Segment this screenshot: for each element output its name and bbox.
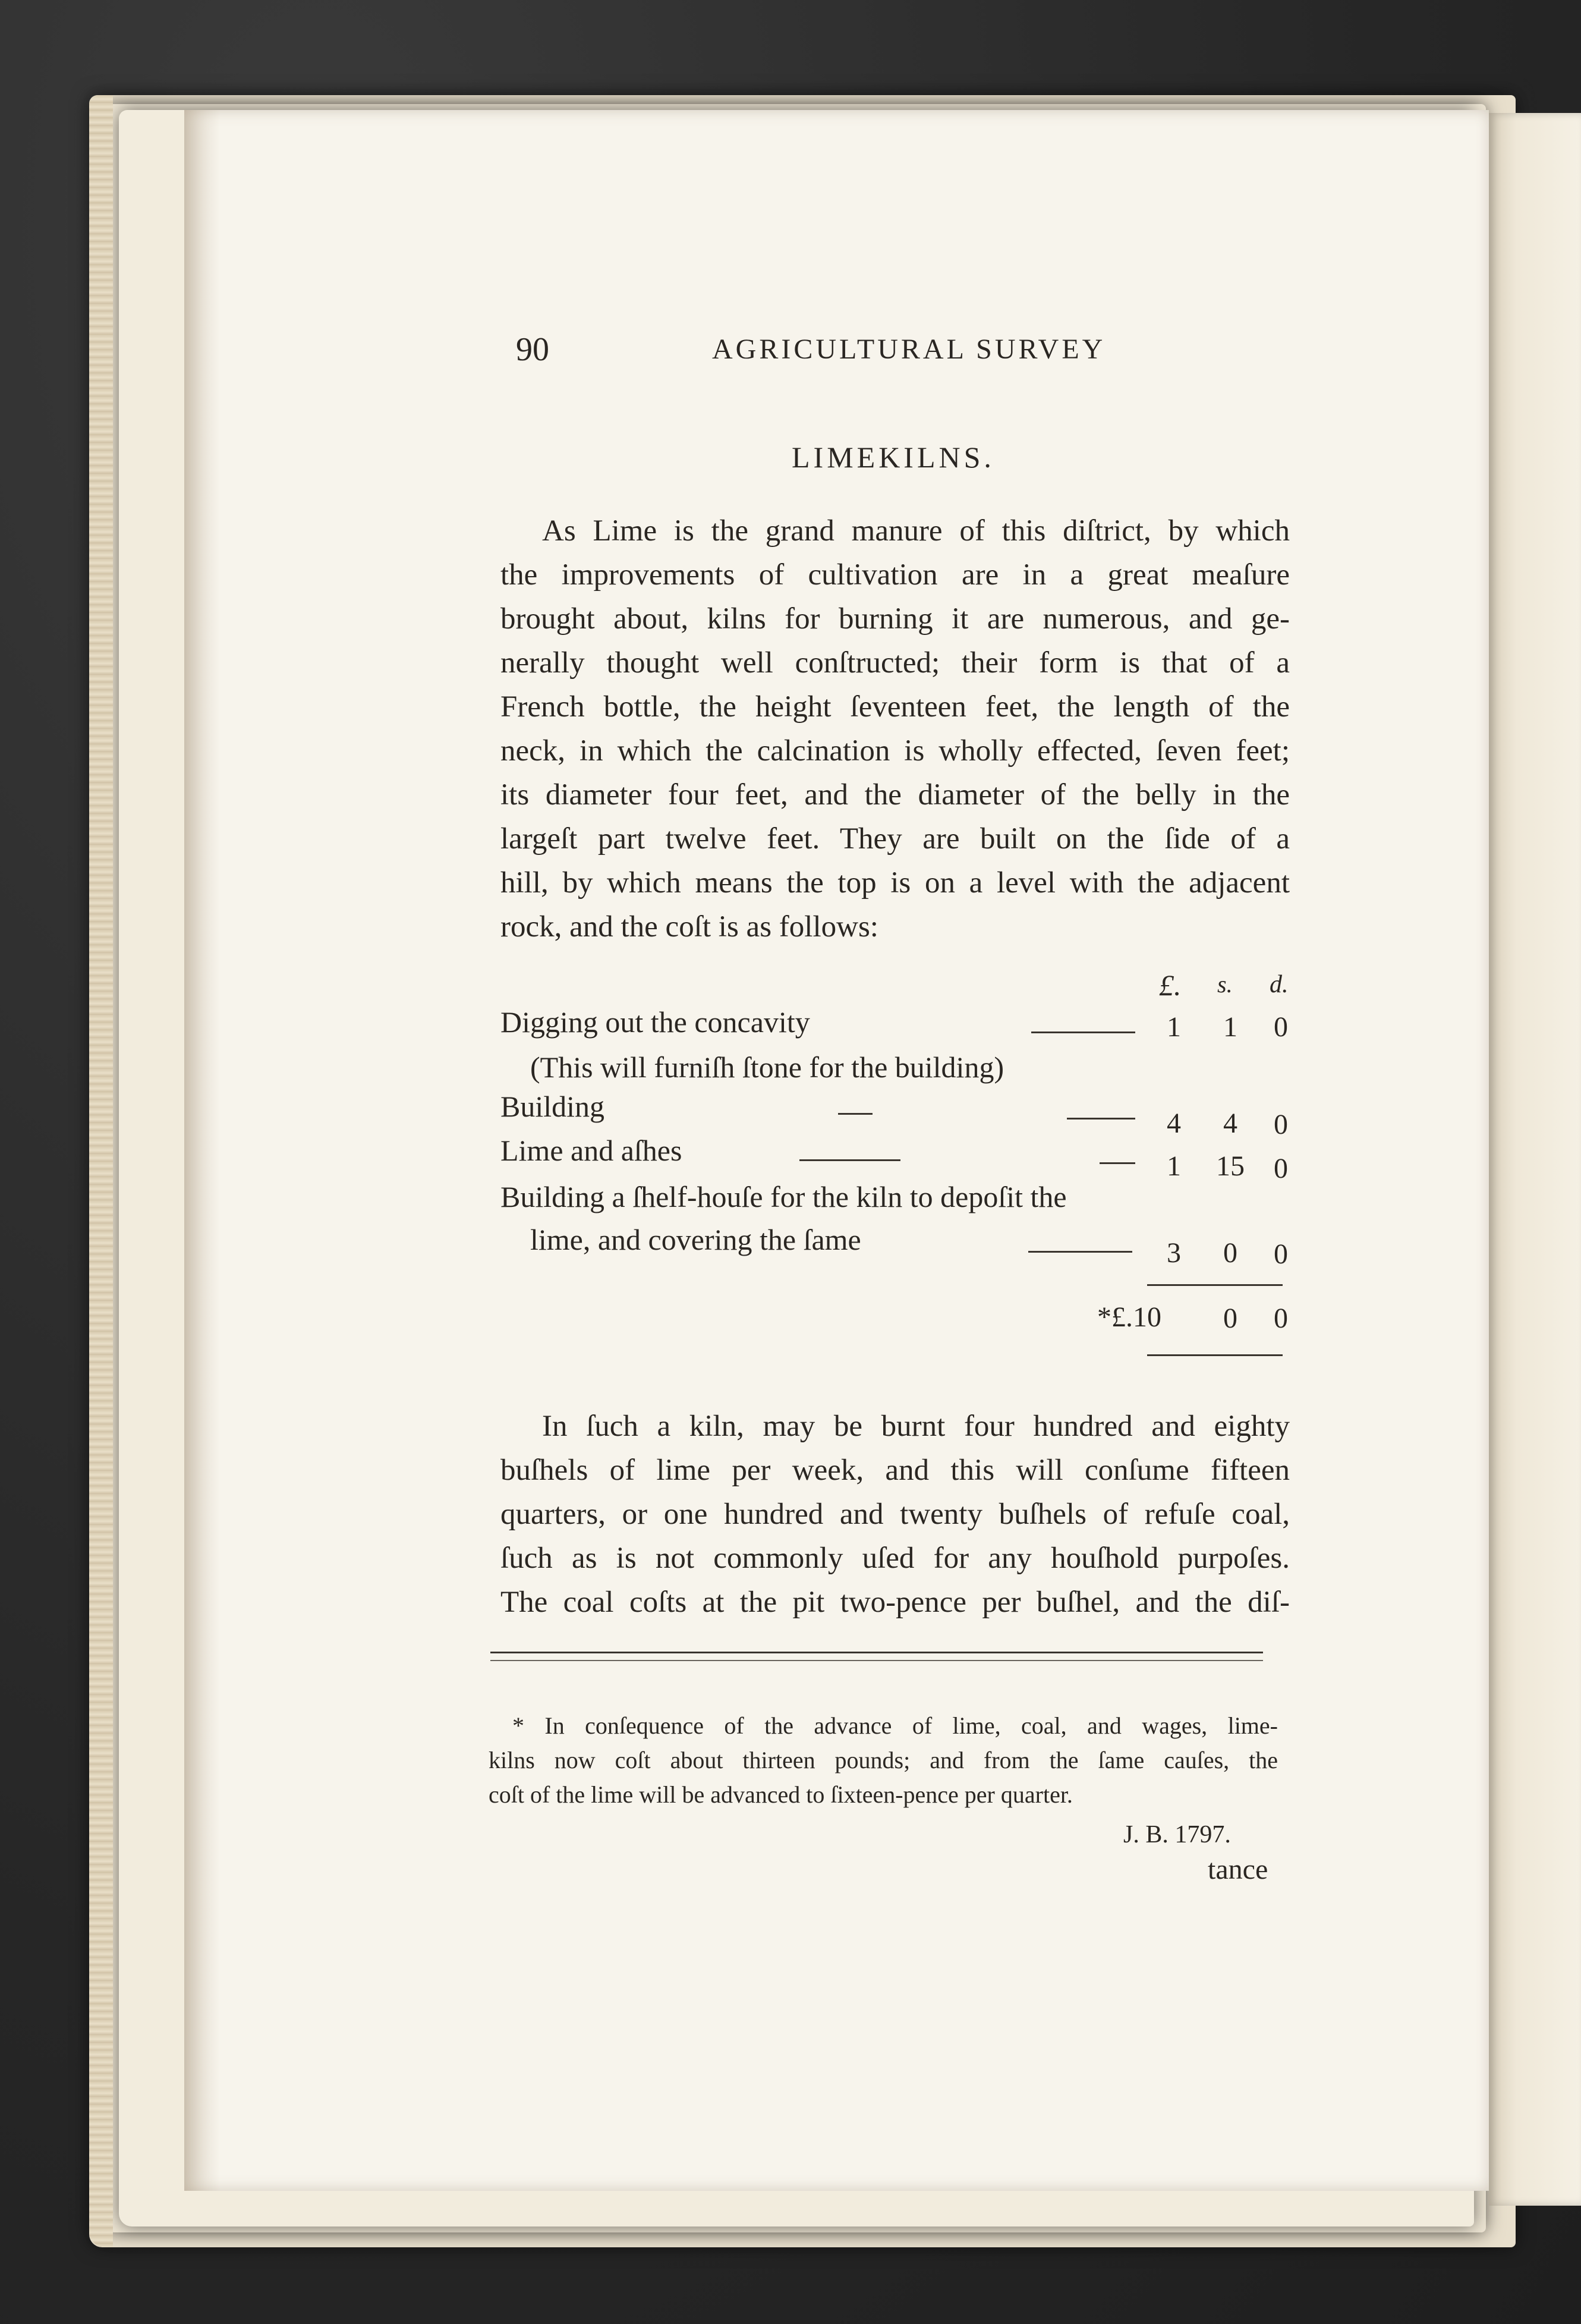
pence-value: 0 [1274,1238,1288,1270]
gutter-shadow [184,110,220,2191]
pence-heading: d. [1270,971,1289,998]
section-title: LIMEKILNS. [792,441,995,474]
paragraph2-line: quarters, or one hundred and twenty buſhels of refuſe coal, [500,1498,1290,1531]
total-pounds: *£.10 [1097,1301,1161,1333]
pence-value: 0 [1274,1109,1288,1140]
leader-dash [1028,1251,1132,1253]
leader-dash [1100,1162,1135,1164]
footnote-rule-bottom [490,1660,1263,1661]
footnote-line: coſt of the lime will be advanced to ſixteen-pence per quarter. [489,1781,1073,1808]
sum-rule [1147,1284,1283,1286]
facing-page-edge [1489,113,1581,2206]
paragraph2-line: The coal coſts at the pit two-pence per buſhel, and the diſ- [500,1586,1290,1619]
shillings-value: 0 [1223,1237,1237,1269]
leader-dash [1031,1032,1135,1033]
worn-page-edges [89,95,113,2247]
footnote-rule-top [490,1652,1263,1653]
shillings-value: 1 [1223,1011,1237,1043]
pence-value: 0 [1274,1153,1288,1184]
page-number: 90 [516,331,549,368]
pounds-value: 1 [1167,1011,1181,1043]
footnote-line: kilns now coſt about thirteen pounds; and from the ſame cauſes, the [489,1747,1278,1773]
pounds-value: 4 [1167,1108,1181,1139]
paragraph1-line: neck, in which the calcination is wholly effected, ſeven feet; [500,734,1290,768]
book-page [184,110,1489,2191]
shillings-heading: s. [1217,971,1233,998]
paragraph1-line: the improvements of cultivation are in a great meaſure [500,558,1290,592]
pounds-value: 3 [1167,1237,1181,1269]
paragraph2-line: buſhels of lime per week, and this will conſume fifteen [500,1454,1290,1487]
total-pence: 0 [1274,1303,1288,1334]
footnote-signature: J. B. 1797. [1123,1821,1231,1848]
leader-dash [838,1113,873,1115]
total-rule [1147,1354,1283,1356]
table-row-label: Building a ſhelf-houſe for the kiln to depoſit the [500,1180,1067,1213]
footnote-line: * In conſequence of the advance of lime, coal, and wages, lime- [512,1712,1278,1739]
total-shillings: 0 [1223,1303,1237,1334]
paragraph2-line: ſuch as is not commonly uſed for any houſhold purpoſes. [500,1542,1290,1575]
pounds-heading: £. [1159,968,1182,1002]
shillings-value: 4 [1223,1108,1237,1139]
running-head: AGRICULTURAL SURVEY [712,334,1106,365]
paragraph1-line: hill, by which means the top is on a level with the adjacent [500,866,1290,900]
paragraph1-line: As Lime is the grand manure of this diſtrict, by which [542,514,1290,548]
table-row-note: (This will furniſh ſtone for the building) [530,1051,1004,1084]
leader-dash [1067,1118,1135,1119]
pounds-value: 1 [1167,1150,1181,1182]
catchword: tance [1208,1854,1268,1885]
table-row-label: Building [500,1090,605,1123]
pence-value: 0 [1274,1011,1288,1043]
leader-dash [799,1159,900,1161]
paragraph1-line: rock, and the coſt is as follows: [500,910,878,944]
table-row-label: lime, and covering the ſame [530,1223,861,1256]
paragraph1-line: its diameter four feet, and the diameter of the belly in the [500,778,1290,812]
paragraph1-line: brought about, kilns for burning it are numerous, and ge- [500,602,1290,636]
paragraph1-line: largeſt part twelve feet. They are built on the ſide of a [500,822,1290,856]
paragraph2-line: In ſuch a kiln, may be burnt four hundred and eighty [542,1410,1290,1443]
paragraph1-line: French bottle, the height ſeventeen feet, the length of the [500,690,1290,724]
paragraph1-line: nerally thought well conſtructed; their form is that of a [500,646,1290,680]
shillings-value: 15 [1216,1150,1245,1182]
table-row-label: Digging out the concavity [500,1005,810,1039]
table-row-label: Lime and aſhes [500,1134,682,1167]
